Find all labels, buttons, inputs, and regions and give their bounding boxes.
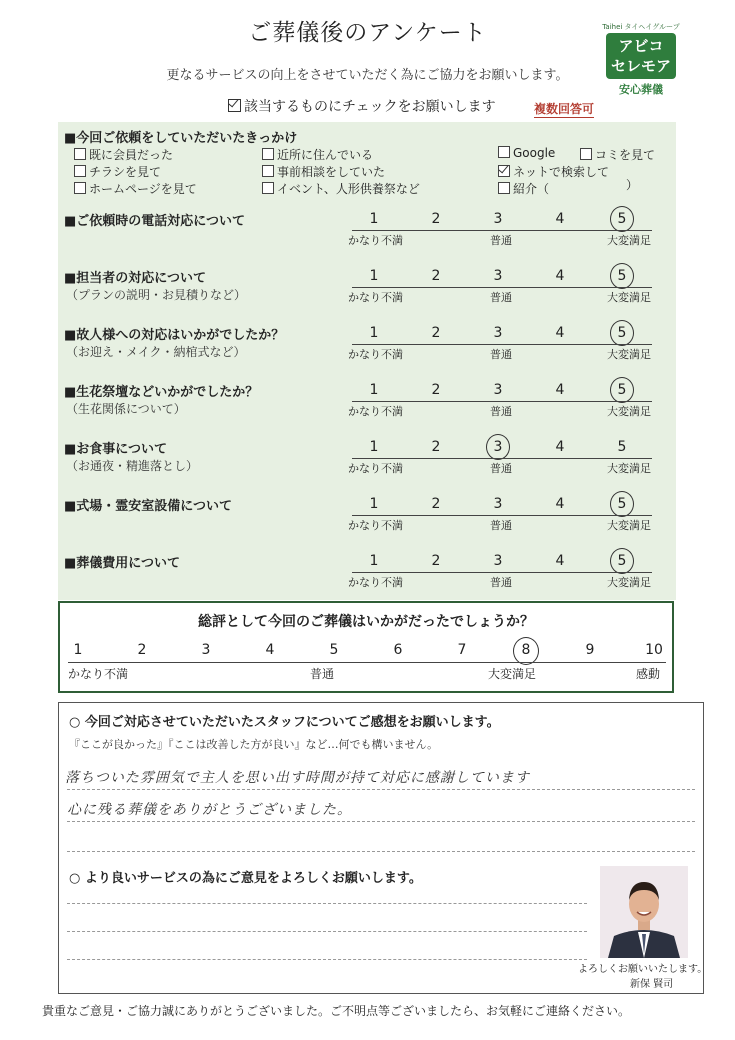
rating-option-2[interactable]: 2	[431, 211, 441, 227]
q1-option-label: コミを見て	[595, 148, 656, 162]
q1-option[interactable]	[498, 163, 609, 180]
rating-scale-line	[352, 572, 652, 573]
selected-rating-circle	[610, 263, 634, 289]
rating-option-2[interactable]: 2	[431, 268, 441, 284]
page-subtitle: 更なるサービスの向上をさせていただく為にご協力をお願いします。	[166, 68, 569, 83]
logo-box	[606, 33, 676, 79]
checkbox-icon[interactable]	[262, 165, 274, 177]
rating-question-subtitle: （お通夜・精進落とし）	[66, 459, 199, 473]
rating-option-5[interactable]: 5	[617, 439, 627, 455]
rating-question-heading: ■葬儀費用について	[64, 556, 181, 571]
answer-line	[67, 959, 587, 960]
rating-scale-line	[352, 287, 652, 288]
rating-label-high: 大変満足	[607, 519, 651, 532]
rating-option-1[interactable]: 1	[369, 211, 379, 227]
q1-option[interactable]	[498, 146, 555, 160]
rating-option-1[interactable]: 1	[369, 553, 379, 569]
rating-label-high: 大変満足	[607, 348, 651, 361]
rating-option-4[interactable]: 4	[555, 439, 565, 455]
overall-option-7[interactable]: 7	[457, 642, 467, 658]
rating-question-heading: ■お食事について	[64, 442, 168, 457]
logo-line2: セレモア	[610, 57, 671, 75]
rating-label-low: かなり不満	[348, 348, 403, 361]
q1-option-label: Google	[513, 146, 556, 160]
rating-question-subtitle: （生花関係について）	[66, 402, 186, 416]
suggestion-heading: ○ より良いサービスの為にご意見をよろしくお願いします。	[69, 871, 422, 886]
checkbox-icon[interactable]	[74, 148, 86, 160]
overall-rating-box	[58, 601, 674, 693]
overall-option-2[interactable]: 2	[137, 642, 147, 658]
logo-top-text: Taihei タイヘイグループ	[602, 23, 680, 31]
selected-rating-circle	[610, 491, 634, 517]
overall-option-6[interactable]: 6	[393, 642, 403, 658]
referral-close-paren: ）	[626, 178, 639, 192]
q1-option[interactable]	[74, 180, 197, 197]
handwritten-comment-line2: 心に残る葬儀をありがとうございました。	[67, 802, 352, 818]
rating-question-subtitle: （プランの説明・お見積りなど）	[66, 288, 247, 302]
rating-option-3[interactable]: 3	[493, 211, 503, 227]
rating-label-high: 大変満足	[607, 234, 651, 247]
checkbox-icon[interactable]	[262, 148, 274, 160]
overall-option-3[interactable]: 3	[201, 642, 211, 658]
staff-feedback-heading: ○ 今回ご対応させていただいたスタッフについてご感想をお願いします。	[69, 715, 500, 730]
rating-option-5[interactable]: 5	[617, 382, 627, 398]
rating-scale-line	[352, 515, 652, 516]
check-instruction	[228, 96, 496, 116]
checkbox-icon[interactable]	[262, 182, 274, 194]
rating-scale-line	[352, 458, 652, 459]
rating-question-heading: ■式場・霊安室設備について	[64, 499, 233, 514]
q1-heading: ■今回ご依頼をしていただいたきっかけ	[64, 131, 298, 146]
rating-label-mid: 普通	[490, 462, 512, 475]
checkbox-icon[interactable]	[498, 165, 510, 177]
rating-label-high: 大変満足	[607, 576, 651, 589]
q1-option[interactable]	[74, 163, 161, 180]
q1-option-label: チラシを見て	[89, 165, 162, 179]
selected-rating-circle	[610, 320, 634, 346]
rating-label-high: 大変満足	[607, 462, 651, 475]
rating-option-2[interactable]: 2	[431, 496, 441, 512]
checkbox-icon[interactable]	[498, 146, 510, 158]
rating-question-heading: ■ご依頼時の電話対応について	[64, 214, 246, 229]
q1-option-label: 既に会員だった	[89, 148, 174, 162]
overall-option-5[interactable]: 5	[329, 642, 339, 658]
rating-option-2[interactable]: 2	[431, 553, 441, 569]
rating-option-2[interactable]: 2	[431, 325, 441, 341]
company-logo	[600, 22, 682, 97]
rating-option-1[interactable]: 1	[369, 382, 379, 398]
overall-label-low: かなり不満	[68, 667, 129, 681]
answer-line	[67, 821, 695, 822]
overall-option-9[interactable]: 9	[585, 642, 595, 658]
rating-option-5[interactable]: 5	[617, 553, 627, 569]
answer-line	[67, 851, 695, 852]
page-title: ご葬儀後のアンケート	[248, 20, 487, 46]
rating-option-4[interactable]: 4	[555, 325, 565, 341]
rating-label-low: かなり不満	[348, 519, 403, 532]
logo-bottom-text: 安心葬儀	[619, 83, 663, 96]
staff-name: 新保 賢司	[630, 979, 674, 990]
staff-feedback-hint: 『ここが良かった』『ここは改善した方が良い』など…何でも構いません。	[69, 738, 439, 751]
handwritten-comment-line1: 落ちついた雰囲気で主人を思い出す時間が持て対応に感謝しています	[65, 770, 530, 786]
rating-option-1[interactable]: 1	[369, 496, 379, 512]
checkbox-icon[interactable]	[498, 182, 510, 194]
checkmark-icon	[228, 99, 241, 112]
staff-portrait-image	[600, 866, 688, 958]
logo-line1: アビコ	[618, 37, 664, 55]
rating-label-mid: 普通	[490, 576, 512, 589]
rating-label-mid: 普通	[490, 348, 512, 361]
rating-scale-line	[352, 230, 652, 231]
rating-option-3[interactable]: 3	[493, 325, 503, 341]
overall-label-high: 大変満足	[488, 667, 537, 681]
q1-option[interactable]	[580, 146, 655, 163]
staff-photo	[600, 866, 688, 958]
overall-option-8[interactable]: 8	[521, 642, 531, 658]
rating-question-subtitle: （お迎え・メイク・納棺式など）	[66, 345, 246, 359]
q1-option-label: 近所に住んでいる	[277, 148, 374, 162]
rating-option-1[interactable]: 1	[369, 439, 379, 455]
selected-overall-circle	[513, 637, 539, 665]
overall-option-1[interactable]: 1	[73, 642, 83, 658]
rating-label-high: 大変満足	[607, 291, 651, 304]
rating-label-mid: 普通	[490, 291, 512, 304]
overall-question: 総評として今回のご葬儀はいかがだったでしょうか？	[198, 614, 534, 630]
rating-option-5[interactable]: 5	[617, 268, 627, 284]
rating-option-5[interactable]: 5	[617, 325, 627, 341]
answer-line	[67, 931, 587, 932]
rating-option-4[interactable]: 4	[555, 382, 565, 398]
overall-option-10[interactable]: 10	[645, 642, 663, 658]
rating-option-4[interactable]: 4	[555, 496, 565, 512]
overall-option-4[interactable]: 4	[265, 642, 275, 658]
q1-option-label: 紹介（	[513, 182, 550, 196]
rating-label-low: かなり不満	[348, 576, 403, 589]
selected-rating-circle	[610, 548, 634, 574]
rating-option-4[interactable]: 4	[555, 268, 565, 284]
checkbox-icon[interactable]	[74, 165, 86, 177]
selected-rating-circle	[610, 206, 634, 232]
q1-option-label: 事前相談をしていた	[277, 165, 386, 179]
rating-scale-line	[352, 401, 652, 402]
q1-option[interactable]	[74, 146, 173, 163]
rating-label-low: かなり不満	[348, 462, 403, 475]
q1-option[interactable]	[262, 163, 385, 180]
q1-option[interactable]	[262, 146, 373, 163]
footer-thanks: 貴重なご意見・ご協力誠にありがとうございました。ご不明点等ございましたら、お気軽にご連絡ください。	[42, 1004, 631, 1018]
rating-option-2[interactable]: 2	[431, 382, 441, 398]
rating-label-low: かなり不満	[348, 234, 403, 247]
rating-label-low: かなり不満	[348, 291, 403, 304]
rating-option-2[interactable]: 2	[431, 439, 441, 455]
q1-option-label: ネットで検索して	[513, 165, 610, 179]
rating-question-heading: ■故人様への対応はいかがでしたか？	[64, 328, 285, 343]
q1-option[interactable]	[498, 180, 549, 197]
overall-label-top: 感動	[636, 667, 661, 681]
rating-option-1[interactable]: 1	[369, 268, 379, 284]
rating-label-mid: 普通	[490, 519, 512, 532]
overall-scale-line	[68, 662, 666, 663]
check-instruction-text: 該当するものにチェックをお願いします	[244, 99, 496, 115]
rating-option-1[interactable]: 1	[369, 325, 379, 341]
rating-question-heading: ■担当者の対応について	[64, 271, 207, 286]
multiple-answer-note: 複数回答可	[534, 102, 595, 116]
answer-line	[67, 789, 695, 790]
overall-label-mid: 普通	[310, 667, 335, 681]
rating-option-3[interactable]: 3	[493, 268, 503, 284]
q1-option-label: イベント、人形供養祭など	[277, 182, 420, 196]
rating-option-4[interactable]: 4	[555, 211, 565, 227]
rating-label-mid: 普通	[490, 405, 512, 418]
rating-option-5[interactable]: 5	[617, 496, 627, 512]
rating-option-5[interactable]: 5	[617, 211, 627, 227]
staff-message: よろしくお願いいたします。	[578, 964, 708, 975]
q1-option[interactable]	[262, 180, 420, 197]
rating-option-3[interactable]: 3	[493, 496, 503, 512]
rating-label-low: かなり不満	[348, 405, 403, 418]
rating-option-4[interactable]: 4	[555, 553, 565, 569]
rating-label-mid: 普通	[490, 234, 512, 247]
q1-option-label: ホームページを見て	[89, 182, 197, 196]
rating-label-high: 大変満足	[607, 405, 651, 418]
answer-line	[67, 903, 587, 904]
rating-scale-line	[352, 344, 652, 345]
rating-option-3[interactable]: 3	[493, 382, 503, 398]
rating-option-3[interactable]: 3	[493, 553, 503, 569]
checkbox-icon[interactable]	[74, 182, 86, 194]
rating-option-3[interactable]: 3	[493, 439, 503, 455]
selected-rating-circle	[486, 434, 510, 460]
rating-question-heading: ■生花祭壇などいかがでしたか？	[64, 385, 259, 400]
selected-rating-circle	[610, 377, 634, 403]
checkbox-icon[interactable]	[580, 148, 592, 160]
